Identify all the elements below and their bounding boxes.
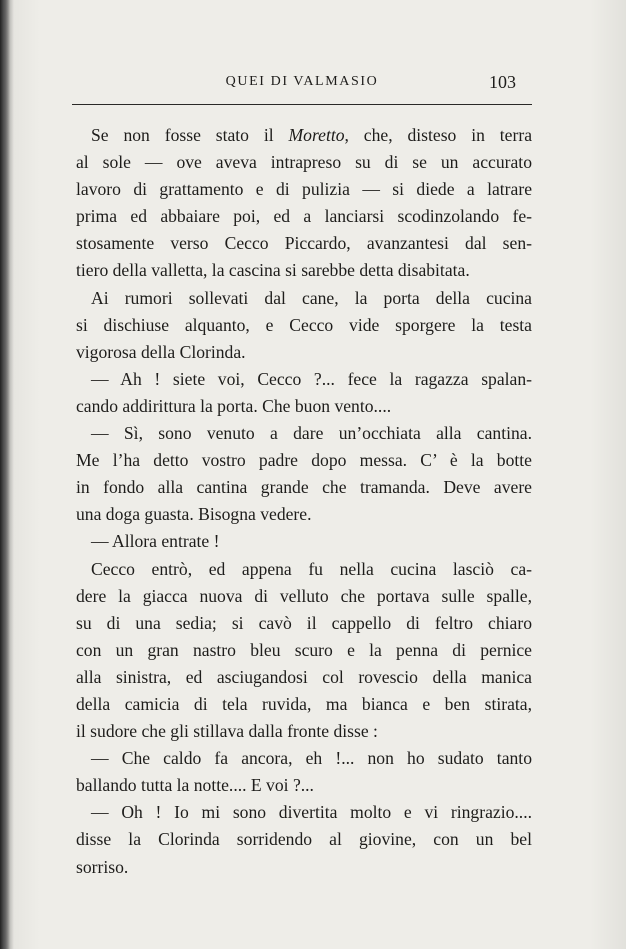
- text-line-continuation: , che, disteso in terra: [344, 125, 532, 145]
- text-line: [76, 718, 532, 745]
- text-line-content: — Sì, sono venuto a dare un’occhiata alla cantina.: [91, 423, 532, 444]
- text-line: [76, 420, 532, 447]
- text-line: [76, 745, 532, 772]
- book-spine-shadow: [0, 0, 10, 949]
- page-number: 103: [489, 72, 516, 92]
- text-line: [76, 149, 532, 176]
- text-line-content: in fondo alla cantina grande che tramanda. Deve avere: [76, 477, 532, 498]
- text-line-content: — Che caldo fa ancora, eh !... non ho sudato tanto: [91, 748, 532, 769]
- text-line-content: su di una sedia; si cavò il cappello di feltro chiaro: [76, 612, 532, 633]
- text-line: [76, 339, 532, 366]
- text-line: [76, 257, 532, 284]
- italic-name: Moretto: [288, 125, 345, 145]
- text-line: [76, 393, 532, 420]
- text-line-content: al sole — ove aveva intrapreso su di se un accurato: [76, 152, 532, 173]
- text-line-content: si dischiuse alquanto, e Cecco vide sporgere la testa: [76, 314, 532, 335]
- text-line: [76, 799, 532, 826]
- text-line-content: con un gran nastro bleu scuro e la penna di pernice: [76, 639, 532, 660]
- text-line-content: Se non fosse stato il: [91, 125, 289, 145]
- page-header: [74, 72, 530, 98]
- running-title: QUEI DI VALMASIO: [225, 74, 379, 89]
- text-line-content: vigorosa della Clorinda.: [76, 341, 246, 362]
- text-line-content: una doga guasta. Bisogna vedere.: [76, 504, 312, 525]
- text-line: [76, 366, 532, 393]
- text-line-content: — Allora entrate !: [91, 531, 220, 552]
- text-line-content: stosamente verso Cecco Piccardo, avanzantesi dal sen-: [76, 233, 532, 254]
- text-line-content: — Ah ! siete voi, Cecco ?... fece la ragazza spalan-: [91, 368, 532, 389]
- text-line-content: Cecco entrò, ed appena fu nella cucina lasciò ca-: [91, 558, 532, 579]
- text-line: [76, 230, 532, 257]
- text-line-content: lavoro di grattamento e di pulizia — si diede a latrare: [76, 179, 532, 200]
- text-line: [76, 285, 532, 312]
- text-line: [76, 637, 532, 664]
- text-line: [76, 528, 532, 555]
- text-line-content: prima ed abbaiare poi, ed a lanciarsi scodinzolando fe-: [76, 206, 532, 227]
- text-line-content: alla sinistra, ed asciugandosi col rovescio della manica: [76, 666, 532, 687]
- text-line: [76, 312, 532, 339]
- body-text: [76, 122, 532, 881]
- header-rule: [72, 104, 532, 105]
- text-line-content: sorriso.: [76, 856, 129, 877]
- text-line-content: della camicia di tela ruvida, ma bianca e ben stirata,: [76, 693, 532, 714]
- text-line: [76, 772, 532, 799]
- text-line: [76, 610, 532, 637]
- text-line: [76, 854, 532, 881]
- text-line-content: dere la giacca nuova di velluto che portava sulle spalle,: [76, 585, 532, 606]
- text-line-content: cando addirittura la porta. Che buon vento....: [76, 395, 392, 416]
- text-line: [76, 583, 532, 610]
- text-line-content: il sudore che gli stillava dalla fronte disse :: [76, 721, 378, 742]
- text-line: [76, 203, 532, 230]
- text-line-content: disse la Clorinda sorridendo al giovine, con un bel: [76, 829, 532, 850]
- text-line: [76, 691, 532, 718]
- text-line-content: Ai rumori sollevati dal cane, la porta della cucina: [91, 287, 532, 308]
- text-line: [76, 474, 532, 501]
- text-line: [76, 447, 532, 474]
- text-line: [76, 826, 532, 853]
- text-line-content: tiero della valletta, la cascina si sarebbe detta disabitata.: [76, 260, 470, 281]
- text-line-content: ballando tutta la notte.... E voi ?...: [76, 775, 314, 796]
- text-line-content: Me l’ha detto vostro padre dopo messa. C’ è la botte: [76, 450, 532, 471]
- text-line: [76, 122, 532, 149]
- text-line: [76, 176, 532, 203]
- text-line: [76, 556, 532, 583]
- text-line: [76, 501, 532, 528]
- text-line: [76, 664, 532, 691]
- text-line-content: — Oh ! Io mi sono divertita molto e vi ringrazio....: [91, 802, 532, 823]
